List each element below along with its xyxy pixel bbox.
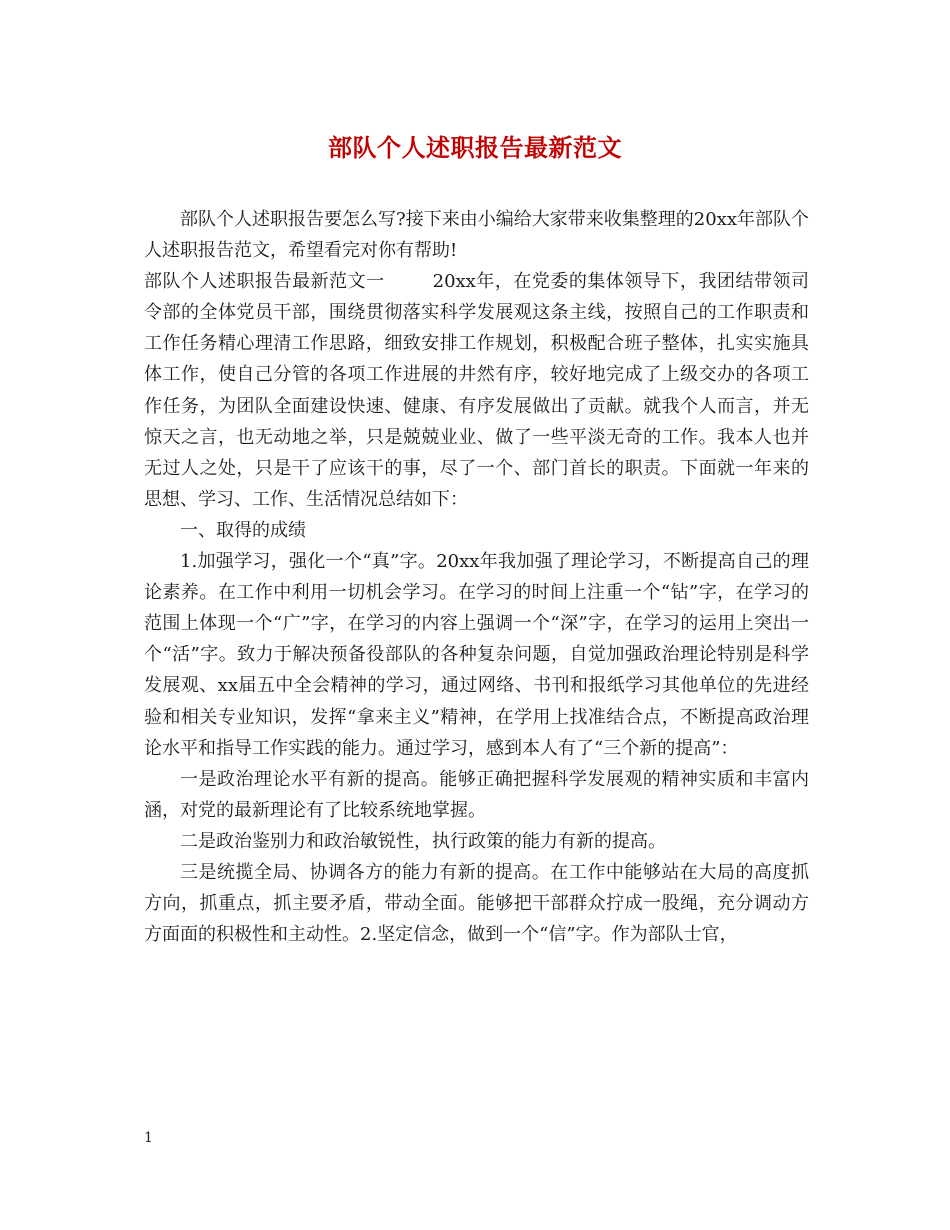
sample-heading: 部队个人述职报告最新范文一 — [144, 271, 385, 293]
sample-paragraph — [144, 266, 809, 515]
page-title: 部队个人述职报告最新范文 — [328, 133, 622, 162]
improvement-two-paragraph: 二是政治鉴别力和政治敏锐性，执行政策的能力有新的提高。 — [180, 830, 666, 852]
page-number: 1 — [144, 1130, 153, 1146]
document-body — [144, 204, 809, 950]
section-heading: 一、取得的成绩 — [180, 519, 306, 541]
sample-body: 20xx年，在党委的集体领导下，我团结带领司令部的全体党员干部，围绕贯彻落实科学发展观这条主线，按照自己的工作职责和工作任务精心理清工作思路，细致安排工作规划，积极配合班子整体，扎实实施具体工作，使自己分管的各项工作进展的井然有序，较好地完成了上级交办的各项工作任务，为团队全面建设快速、健康、有序发展做出了贡献。就我个人而言，并无惊天之言，也无动地之举，只是兢兢业业、做了一些平淡无奇的工作。我本人也并无过人之处，只是干了应该干的事，尽了一个、部门首长的职责。下面就一年来的思想、学习、工作、生活情况总结如下： — [144, 271, 809, 510]
intro-paragraph: 部队个人述职报告要怎么写?接下来由小编给大家带来收集整理的20xx年部队个人述职报告范文，希望看完对你有帮助! — [144, 209, 809, 262]
improvement-one-paragraph: 一是政治理论水平有新的提高。能够正确把握科学发展观的精神实质和丰富内涵，对党的最新理论有了比较系统地掌握。 — [144, 768, 809, 821]
improvement-three-paragraph: 三是统揽全局、协调各方的能力有新的提高。在工作中能够站在大局的高度抓方向，抓重点，抓主要矛盾，带动全面。能够把干部群众拧成一股绳，充分调动方方面面的积极性和主动性。2.坚定信念，做到一个“信”字。作为部队士官， — [144, 861, 809, 946]
point-one-paragraph: 1.加强学习，强化一个“真”字。20xx年我加强了理论学习，不断提高自己的理论素养。在工作中利用一切机会学习。在学习的时间上注重一个“钻”字，在学习的范围上体现一个“广”字，在学习的内容上强调一个“深”字，在学习的运用上突出一个“活”字。致力于解决预备役部队的各种复杂问题，自觉加强政治理论特别是科学发展观、xx届五中全会精神的学习，通过网络、书刊和报纸学习其他单位的先进经验和相关专业知识，发挥“拿来主义”精神，在学用上找准结合点，不断提高政治理论水平和指导工作实践的能力。通过学习，感到本人有了“三个新的提高”： — [144, 551, 809, 759]
